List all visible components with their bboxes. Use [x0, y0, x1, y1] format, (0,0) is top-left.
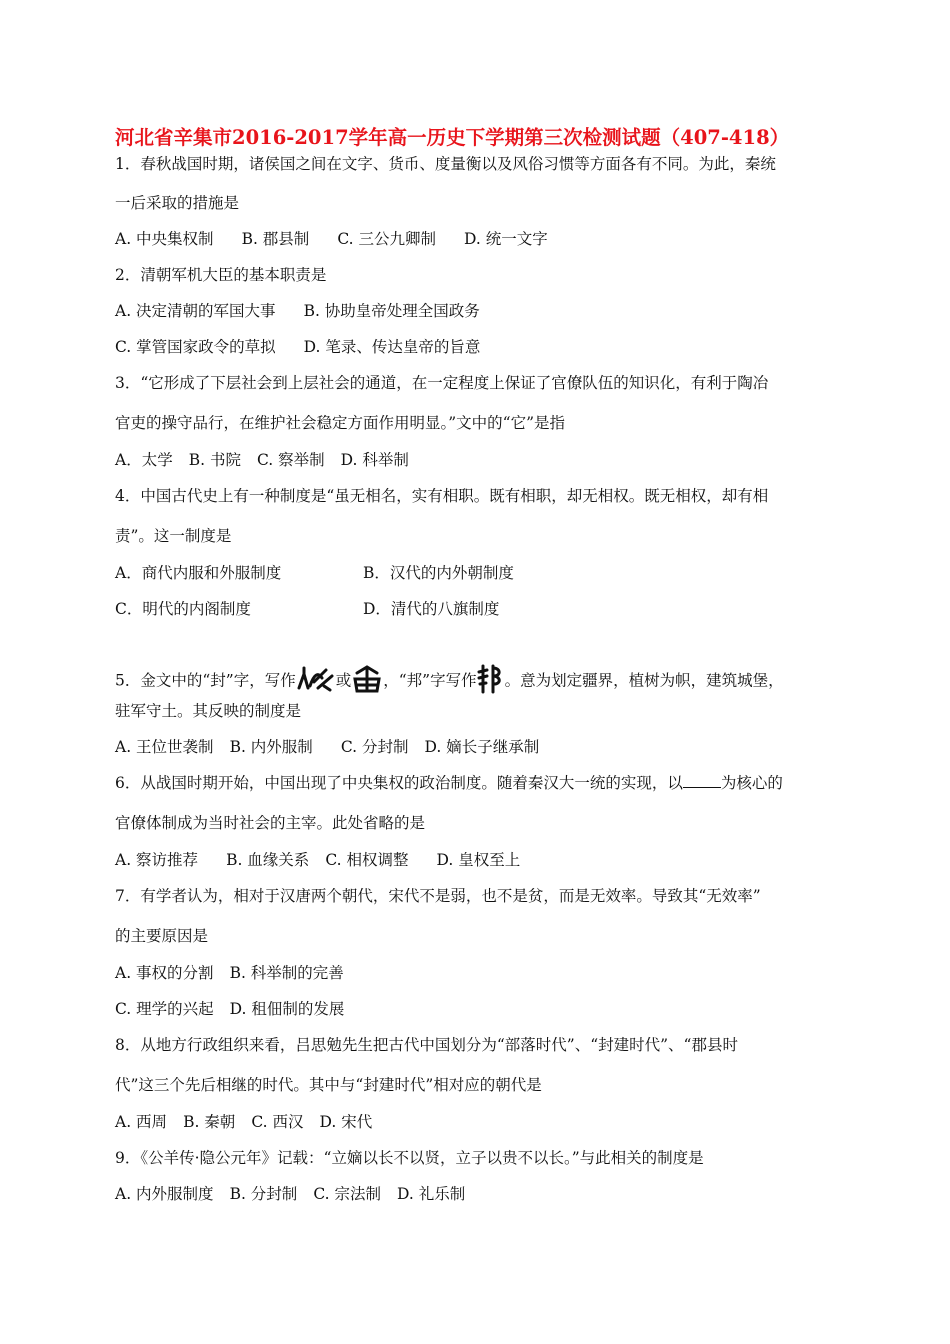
q9-option-d: D. 礼乐制: [396, 1185, 466, 1203]
q1-option-c: C. 三公九卿制: [337, 230, 436, 248]
q1-option-d: D. 统一文字: [463, 230, 548, 248]
q3-option-d: D. 科举制: [340, 451, 409, 469]
bronze-script-feng-glyph-1: [296, 664, 336, 699]
q6-option-c: C. 相权调整: [325, 851, 409, 869]
q9-options: [115, 1184, 465, 1204]
q5-stem-line2: 驻军守土。其反映的制度是: [115, 702, 302, 720]
q7-option-c: C. 理学的兴起: [115, 1000, 214, 1018]
q5-stem-part3: ，“邦”字写作: [383, 671, 477, 690]
q5-options: [115, 737, 539, 757]
q3-stem-line2: 官吏的操守品行，在维护社会稳定方面作用明显。”文中的“它”是指: [115, 414, 566, 432]
q3-options: [115, 450, 409, 470]
q8-option-b: B. 秦朝: [183, 1113, 236, 1131]
q7-stem-line1: 7．有学者认为，相对于汉唐两个朝代，宋代不是弱，也不是贫，而是无效率。导致其“无效率”: [115, 887, 761, 905]
q5-option-a: A. 王位世袭制: [115, 738, 214, 756]
q6-stem-line2: 官僚体制成为当时社会的主宰。此处省略的是: [115, 814, 426, 832]
q7-options-row2: [115, 999, 344, 1019]
q3-option-c: C. 察举制: [256, 451, 325, 469]
q6-option-a: A. 察访推荐: [115, 851, 199, 869]
q2-option-a: A. 决定清朝的军国大事: [115, 302, 276, 320]
q4-option-d: D．清代的八旗制度: [363, 600, 500, 618]
q5-stem-part2: 或: [335, 671, 352, 690]
q6-option-b: B. 血缘关系: [226, 851, 310, 869]
q9-option-a: A. 内外服制度: [115, 1185, 214, 1203]
q2-options-row2: [115, 337, 480, 357]
q2-option-c: C. 掌管国家政令的草拟: [115, 338, 276, 356]
q6-stem-part2: 为核心的: [720, 774, 783, 792]
q8-option-d: D. 宋代: [319, 1113, 373, 1131]
q3-stem-line1: 3．“它形成了下层社会到上层社会的通道，在一定程度上保证了官僚队伍的知识化，有利于陶冶: [115, 374, 769, 392]
q5-stem-part1: 5．金文中的“封”字，写作: [115, 671, 296, 690]
q5-stem-line1: [115, 662, 784, 701]
page-title: 河北省辛集市2016-2017学年高一历史下学期第三次检测试题（407-418）: [115, 126, 790, 149]
q6-answer-blank: [683, 773, 721, 788]
q8-stem-line1: 8．从地方行政组织来看，吕思勉先生把古代中国划分为“部落时代”、“封建时代”、“郡县时: [115, 1036, 738, 1054]
q4-stem-line1: 4．中国古代史上有一种制度是“虽无相名，实有相职。既有相职，却无相权。既无相权，却有相: [115, 487, 769, 505]
q7-option-d: D. 租佃制的发展: [229, 1000, 345, 1018]
q1-stem-line2: 一后采取的措施是: [115, 194, 240, 212]
q1-stem-line1: 1．春秋战国时期，诸侯国之间在文字、货币、度量衡以及风俗习惯等方面各有不同。为此，秦统: [115, 155, 776, 173]
q8-stem-line2: 代”这三个先后相继的时代。其中与“封建时代”相对应的朝代是: [115, 1076, 542, 1094]
q2-options-row1: [115, 301, 480, 321]
q1-options: [115, 229, 548, 249]
q2-stem: 2．清朝军机大臣的基本职责是: [115, 266, 327, 284]
q6-stem-part1: 6．从战国时期开始，中国出现了中央集权的政治制度。随着秦汉大一统的实现，以: [115, 774, 683, 792]
q5-option-d: D. 嫡长子继承制: [424, 738, 540, 756]
q6-option-d: D. 皇权至上: [436, 851, 521, 869]
q7-options-row1: [115, 963, 344, 983]
q1-option-a: A. 中央集权制: [115, 230, 214, 248]
q4-option-c: C．明代的内阁制度: [115, 600, 251, 618]
q9-stem: 9．《公羊传·隐公元年》记载：“立嫡以长不以贤，立子以贵不以长。”与此相关的制度是: [115, 1149, 704, 1167]
q2-option-b: B. 协助皇帝处理全国政务: [303, 302, 480, 320]
q6-stem-line1: [115, 773, 783, 793]
q7-option-a: A. 事权的分割: [115, 964, 214, 982]
q4-options-row2: [115, 599, 499, 619]
q3-option-b: B. 书院: [188, 451, 241, 469]
q4-option-b: B．汉代的内外朝制度: [363, 564, 514, 582]
q2-option-d: D. 笔录、传达皇帝的旨意: [303, 338, 481, 356]
q4-stem-line2: 责”。这一制度是: [115, 527, 232, 545]
q9-option-b: B. 分封制: [229, 1185, 298, 1203]
q6-options: [115, 850, 520, 870]
q4-option-a: A．商代内服和外服制度: [115, 564, 282, 582]
q8-option-a: A. 西周: [115, 1113, 168, 1131]
bronze-script-feng-glyph-2: [351, 665, 383, 698]
q8-options: [115, 1112, 372, 1132]
q7-option-b: B. 科举制的完善: [229, 964, 344, 982]
q5-option-c: C. 分封制: [340, 738, 409, 756]
q1-option-b: B. 郡县制: [241, 230, 310, 248]
q8-option-c: C. 西汉: [251, 1113, 304, 1131]
q5-option-b: B. 内外服制: [229, 738, 313, 756]
bronze-script-bang-glyph: [477, 662, 505, 701]
q4-options-row1: [115, 563, 514, 583]
q3-option-a: A．太学: [115, 451, 173, 469]
q5-stem-part4: 。意为划定疆界，植树为帜，建筑城堡，: [504, 671, 784, 690]
q9-option-c: C. 宗法制: [313, 1185, 381, 1203]
q7-stem-line2: 的主要原因是: [115, 927, 209, 945]
